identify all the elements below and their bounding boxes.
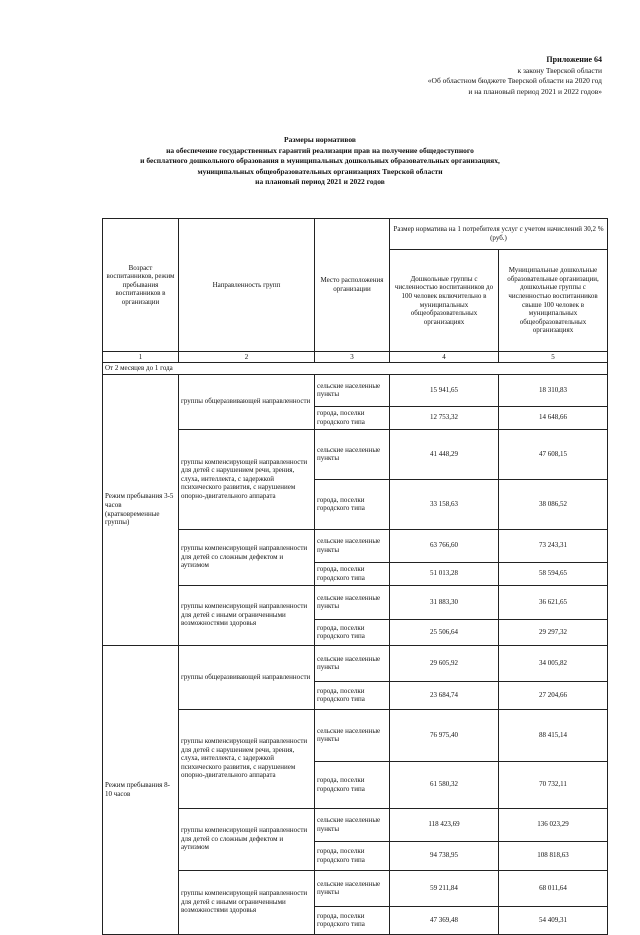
appendix-line: к закону Тверской области xyxy=(517,65,602,75)
header-direction: Направленность групп xyxy=(179,219,315,352)
location-cell: сельские населенные пункты xyxy=(315,808,390,841)
column-number: 4 xyxy=(390,352,499,363)
norm-value-col4: 118 423,69 xyxy=(390,808,499,841)
norm-value-col5: 29 297,32 xyxy=(499,619,608,645)
norm-value-col5: 18 310,83 xyxy=(499,374,608,406)
direction-cell: группы компенсирующей направленности для детей с иными ограниченными возможностями здоровья xyxy=(179,585,315,645)
direction-cell: группы общеразвивающей направленности xyxy=(179,645,315,709)
table-row xyxy=(103,808,608,841)
location-cell: города, поселки городского типа xyxy=(315,479,390,529)
norm-value-col4: 23 684,74 xyxy=(390,681,499,709)
norm-value-col5: 68 011,64 xyxy=(499,870,608,906)
norms-table-body xyxy=(103,219,608,935)
norm-value-col5: 136 023,29 xyxy=(499,808,608,841)
table-row xyxy=(103,585,608,619)
header-col4: Дошкольные группы с численностью воспитанников до 100 человек включительно в муниципальных общеобразовательных организациях xyxy=(390,250,499,352)
table-row xyxy=(103,529,608,562)
header-col5: Муниципальные дошкольные образовательные организации, дошкольные группы с численностью воспитанников свыше 100 человек в муниципальных общеобразовательных организациях xyxy=(499,250,608,352)
column-number: 5 xyxy=(499,352,608,363)
location-cell: города, поселки городского типа xyxy=(315,562,390,585)
heading-line: и бесплатного дошкольного образования в муниципальных дошкольных образовательных организациях, xyxy=(140,156,500,165)
norm-value-col5: 88 415,14 xyxy=(499,709,608,761)
direction-cell: группы общеразвивающей направленности xyxy=(179,374,315,429)
location-cell: города, поселки городского типа xyxy=(315,681,390,709)
heading-line: на плановый период 2021 и 2022 годов xyxy=(255,177,385,186)
column-numbers-row xyxy=(103,352,608,363)
document-heading xyxy=(90,135,550,188)
location-cell: сельские населенные пункты xyxy=(315,429,390,479)
norm-value-col4: 25 506,64 xyxy=(390,619,499,645)
direction-cell: группы компенсирующей направленности для детей со сложным дефектом и аутизмом xyxy=(179,808,315,870)
header-location: Место расположения организации xyxy=(315,219,390,352)
norm-value-col4: 15 941,65 xyxy=(390,374,499,406)
norm-value-col4: 47 369,48 xyxy=(390,906,499,934)
heading-line: муниципальных общеобразовательных организациях Тверской области xyxy=(197,166,443,176)
header-norm: Размер норматива на 1 потребителя услуг с учетом начислений 30,2 % (руб.) xyxy=(390,219,608,250)
location-cell: сельские населенные пункты xyxy=(315,709,390,761)
location-cell: сельские населенные пункты xyxy=(315,870,390,906)
norm-value-col4: 51 013,28 xyxy=(390,562,499,585)
norms-table xyxy=(102,218,608,935)
norm-value-col4: 94 738,95 xyxy=(390,841,499,870)
direction-cell: группы компенсирующей направленности для детей с нарушением речи, зрения, слуха, интеллекта, с задержкой психического развития, с нарушением опорно-двигательного аппарата xyxy=(179,429,315,529)
column-number: 2 xyxy=(179,352,315,363)
table-row xyxy=(103,374,608,406)
appendix-title: Приложение 64 xyxy=(546,55,602,64)
norm-value-col5: 36 621,65 xyxy=(499,585,608,619)
section-row xyxy=(103,363,608,375)
norm-value-col5: 38 086,52 xyxy=(499,479,608,529)
section-title: От 2 месяцев до 1 года xyxy=(103,363,608,375)
table-header-row xyxy=(103,219,608,250)
norm-value-col5: 47 608,15 xyxy=(499,429,608,479)
location-cell: города, поселки городского типа xyxy=(315,906,390,934)
direction-cell: группы компенсирующей направленности для детей со сложным дефектом и аутизмом xyxy=(179,529,315,585)
table-row xyxy=(103,870,608,906)
norm-value-col5: 34 005,82 xyxy=(499,645,608,681)
heading-line: Размеры нормативов xyxy=(284,135,356,144)
norm-value-col4: 61 580,32 xyxy=(390,761,499,808)
norm-value-col5: 54 409,31 xyxy=(499,906,608,934)
column-number: 1 xyxy=(103,352,179,363)
norm-value-col4: 59 211,84 xyxy=(390,870,499,906)
heading-line: на обеспечение государственных гарантий реализации прав на получение общедоступного xyxy=(166,145,474,155)
norm-value-col5: 27 204,66 xyxy=(499,681,608,709)
direction-cell: группы компенсирующей направленности для детей с нарушением речи, зрения, слуха, интеллекта, с задержкой психического развития, с нарушением опорно-двигательного аппарата xyxy=(179,709,315,808)
norm-value-col5: 108 818,63 xyxy=(499,841,608,870)
regime-cell: Режим пребывания 3-5 часов (кратковременные группы) xyxy=(103,374,179,645)
norm-value-col5: 14 648,66 xyxy=(499,406,608,429)
appendix-block xyxy=(428,55,602,97)
location-cell: сельские населенные пункты xyxy=(315,645,390,681)
appendix-line: и на плановый период 2021 и 2022 годов» xyxy=(468,86,602,96)
table-row xyxy=(103,645,608,681)
regime-cell: Режим пребывания 8- 10 часов xyxy=(103,645,179,934)
location-cell: города, поселки городского типа xyxy=(315,841,390,870)
norm-value-col4: 12 753,32 xyxy=(390,406,499,429)
norm-value-col4: 29 605,92 xyxy=(390,645,499,681)
location-cell: сельские населенные пункты xyxy=(315,374,390,406)
table-row xyxy=(103,709,608,761)
norm-value-col5: 73 243,31 xyxy=(499,529,608,562)
norm-value-col4: 63 766,60 xyxy=(390,529,499,562)
location-cell: города, поселки городского типа xyxy=(315,406,390,429)
location-cell: города, поселки городского типа xyxy=(315,761,390,808)
norm-value-col4: 33 158,63 xyxy=(390,479,499,529)
norm-value-col5: 58 594,65 xyxy=(499,562,608,585)
norm-value-col4: 76 975,40 xyxy=(390,709,499,761)
location-cell: сельские населенные пункты xyxy=(315,585,390,619)
location-cell: сельские населенные пункты xyxy=(315,529,390,562)
table-row xyxy=(103,429,608,479)
header-age: Возраст воспитанников, режим пребывания воспитанников в организации xyxy=(103,219,179,352)
column-number: 3 xyxy=(315,352,390,363)
direction-cell: группы компенсирующей направленности для детей с иными ограниченными возможностями здоровья xyxy=(179,870,315,934)
norm-value-col4: 41 448,29 xyxy=(390,429,499,479)
appendix-line: «Об областном бюджете Тверской области на 2020 год xyxy=(427,76,602,85)
location-cell: города, поселки городского типа xyxy=(315,619,390,645)
norm-value-col5: 70 732,11 xyxy=(499,761,608,808)
norm-value-col4: 31 883,30 xyxy=(390,585,499,619)
